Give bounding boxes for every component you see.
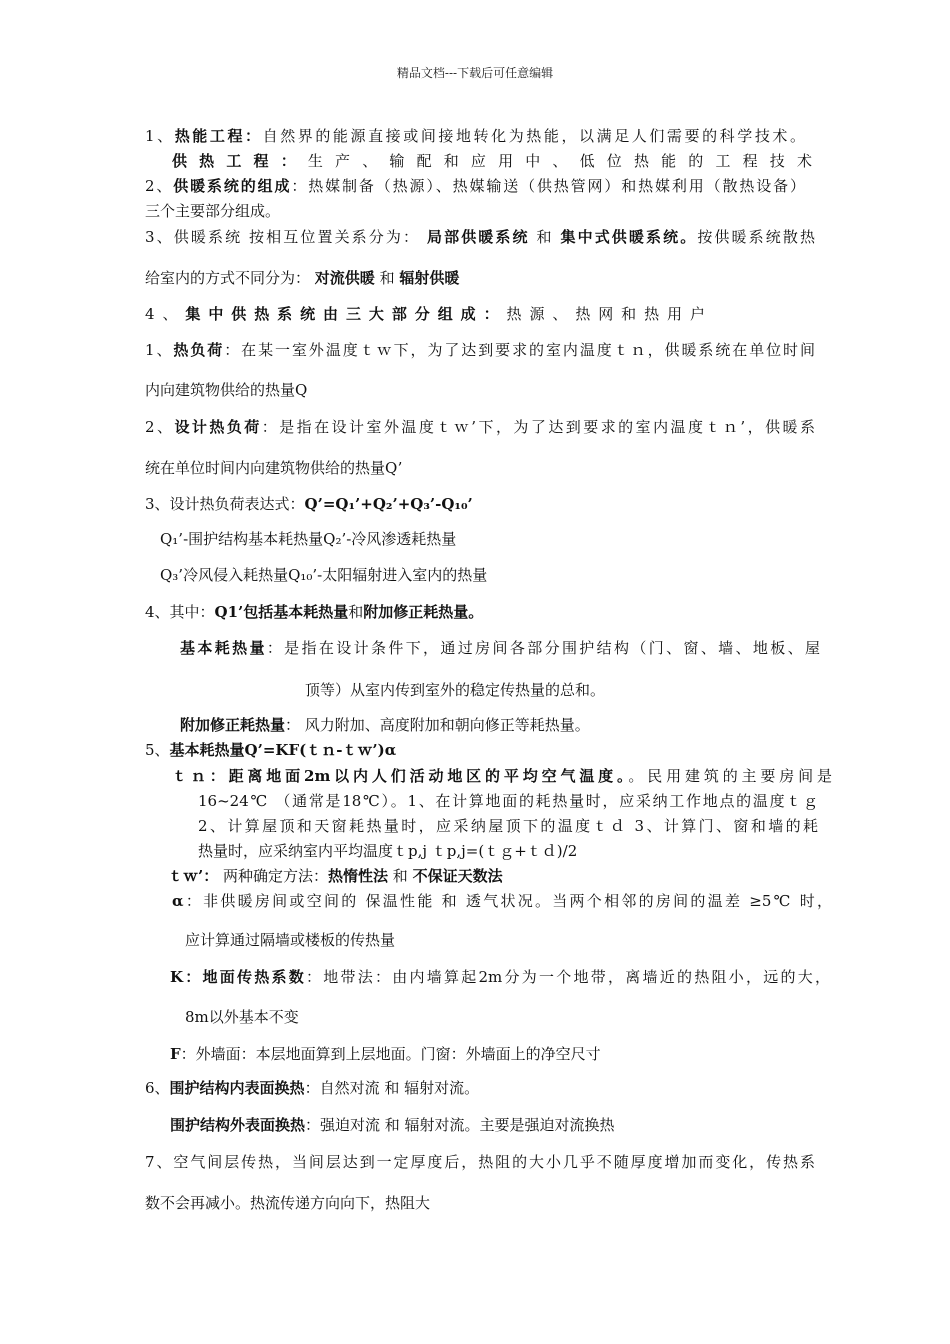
- text-run: 统在单位时间内向建筑物供给的热量Q’: [145, 459, 403, 477]
- text-run: 三个主要部分组成。: [145, 202, 281, 220]
- text-line: [198, 791, 818, 811]
- bold-term: 基本耗热量: [180, 639, 267, 657]
- text-line: [145, 494, 473, 514]
- bold-term: 热负荷: [173, 341, 225, 359]
- bold-term: ｔｎ：距离地面2m以内人们活动地区的平均空气温度。: [172, 767, 629, 785]
- text-run: 应计算通过隔墙或楼板的传热量: [185, 931, 396, 949]
- text-line: [145, 417, 815, 437]
- text-line: [185, 1007, 299, 1027]
- text-run: 数不会再减小。热流传递方向向下，热阻大: [145, 1194, 431, 1212]
- text-line: [145, 380, 307, 400]
- text-run: 1、: [145, 341, 174, 359]
- bold-term: 热能工程：: [174, 127, 263, 145]
- text-run: 两种确定方法：: [218, 867, 329, 885]
- bold-term: ｔｗ’：: [168, 867, 219, 885]
- text-line: [305, 680, 605, 700]
- text-run: ：自然对流 和 辐射对流。: [304, 1079, 480, 1097]
- text-run: 自然界的能源直接或间接地转化为热能，以满足人们需要的科学技术。: [262, 127, 805, 145]
- text-run: 1、: [145, 127, 175, 145]
- text-line: [145, 268, 459, 288]
- text-run: 2、: [145, 418, 175, 436]
- text-line: [145, 126, 805, 146]
- bold-term: 不保证天数法: [412, 867, 503, 885]
- page-header: 精品文档---下载后可任意编辑: [396, 66, 554, 80]
- bold-term: 设计热负荷: [174, 418, 262, 436]
- text-run: 16~24℃ （通常是18℃）。1、在计算地面的耗热量时，应采纳工作地点的温度ｔｇ: [198, 792, 818, 810]
- text-line: [160, 565, 487, 585]
- text-run: 2、计算屋顶和天窗耗热量时，应采纳屋顶下的温度ｔｄ 3、计算门、窗和墙的耗: [198, 817, 818, 835]
- bold-term: 围护结构外表面换热: [170, 1116, 306, 1134]
- text-run: 和: [388, 867, 413, 885]
- text-line: [180, 638, 820, 658]
- bold-term: 辐射供暖: [399, 269, 460, 287]
- bold-term: 热惰性法: [328, 867, 389, 885]
- text-line: [145, 740, 396, 760]
- text-line: [170, 967, 830, 987]
- text-line: [145, 176, 805, 196]
- bold-term: 局部供暖系统: [426, 228, 530, 246]
- text-run: 生产、输配和应用中、低位热能的工程技术: [307, 152, 812, 170]
- text-run: 3、供暖系统 按相互位置关系分为：: [145, 228, 427, 246]
- text-line: [145, 1152, 815, 1172]
- text-line: [145, 1193, 430, 1213]
- text-line: [172, 766, 832, 786]
- text-line: [180, 715, 590, 735]
- text-line: [170, 1044, 601, 1064]
- text-run: ：地带法：由内墙算起2m分为一个地带，离墙近的热阻小，远的大，: [306, 968, 830, 986]
- text-run: ：在某一室外温度ｔｗ下，为了达到要求的室内温度ｔｎ，供暖系统在单位时间: [224, 341, 815, 359]
- bold-term: 围护结构内表面换热: [169, 1079, 305, 1097]
- text-run: 5、: [145, 741, 170, 759]
- bold-term: 附加修正耗热量。: [363, 603, 484, 621]
- text-run: 热源、热网和热用户: [506, 305, 705, 323]
- text-run: 。民用建筑的主要房间是: [628, 767, 832, 785]
- bold-term: 附加修正耗热量: [180, 716, 286, 734]
- text-line: [170, 1115, 615, 1135]
- bold-term: 基本耗热量Q’=KF(ｔｎ-ｔｗ’)α: [169, 741, 397, 759]
- bold-term: 集中式供暖系统。: [560, 228, 698, 246]
- text-run: Q₃’冷风侵入耗热量Q₁₀’-太阳辐射进入室内的热量: [160, 566, 488, 584]
- text-run: 和: [348, 603, 364, 621]
- text-run: 4、: [145, 305, 186, 323]
- text-line: [145, 304, 705, 324]
- text-run: 8m以外基本不变: [185, 1008, 299, 1026]
- text-run: ：热媒制备（热源）、热媒输送（供热管网）和热媒利用（散热设备）: [291, 177, 805, 195]
- text-line: [172, 151, 812, 171]
- text-run: 和: [529, 228, 561, 246]
- text-run: 2、: [145, 177, 174, 195]
- bold-term: Q’=Q₁’+Q₂’+Q₃’-Q₁₀’: [304, 495, 473, 513]
- text-line: [160, 529, 456, 549]
- text-run: 热量时，应采纳室内平均温度ｔp,j ｔp,j=(ｔｇ+ｔｄ)/2: [198, 842, 578, 860]
- text-line: [145, 340, 815, 360]
- text-line: [172, 891, 832, 911]
- text-line: [185, 930, 395, 950]
- text-run: ：非供暖房间或空间的 保温性能 和 透气状况。当两个相邻的房间的温差 ≥5℃ 时，: [183, 892, 832, 910]
- text-run: ：是指在设计室外温度ｔｗ’下，为了达到要求的室内温度ｔｎ’，供暖系: [261, 418, 815, 436]
- text-line: [145, 227, 815, 247]
- text-line: [198, 841, 577, 861]
- text-run: 6、: [145, 1079, 170, 1097]
- text-line: [198, 816, 818, 836]
- text-run: 内向建筑物供给的热量Q: [145, 381, 308, 399]
- text-line: [145, 602, 483, 622]
- bold-term: 供暖系统的组成: [173, 177, 292, 195]
- bold-term: 集中供热系统由三大部分组成：: [185, 305, 507, 323]
- text-run: ：强迫对流 和 辐射对流。主要是强迫对流换热: [305, 1116, 615, 1134]
- text-line: [168, 866, 503, 886]
- bold-term: 供热工程：: [172, 152, 308, 170]
- text-run: 给室内的方式不同分为：: [145, 269, 315, 287]
- text-run: Q₁’-围护结构基本耗热量Q₂’-冷风渗透耗热量: [160, 530, 457, 548]
- text-line: [145, 458, 402, 478]
- text-run: 7、空气间层传热，当间层达到一定厚度后，热阻的大小几乎不随厚度增加而变化，传热系: [145, 1153, 815, 1171]
- bold-term: 对流供暖: [314, 269, 375, 287]
- text-run: ： 风力附加、高度附加和朝向修正等耗热量。: [285, 716, 590, 734]
- text-run: 3、设计热负荷表达式：: [145, 495, 305, 513]
- text-line: [145, 1078, 479, 1098]
- text-run: 4、其中：: [145, 603, 215, 621]
- text-run: 和: [374, 269, 400, 287]
- text-line: [145, 201, 280, 221]
- text-run: ：外墙面：本层地面算到上层地面。门窗：外墙面上的净空尺寸: [180, 1045, 601, 1063]
- text-run: 顶等）从室内传到室外的稳定传热量的总和。: [305, 681, 606, 699]
- text-run: ：是指在设计条件下，通过房间各部分围护结构（门、窗、墙、地板、屋: [266, 639, 820, 657]
- bold-term: Q1’包括基本耗热量: [214, 603, 349, 621]
- bold-term: K：地面传热系数: [170, 968, 307, 986]
- text-run: 按供暖系统散热: [697, 228, 815, 246]
- bold-term: α: [172, 892, 184, 910]
- bold-term: F: [170, 1045, 181, 1063]
